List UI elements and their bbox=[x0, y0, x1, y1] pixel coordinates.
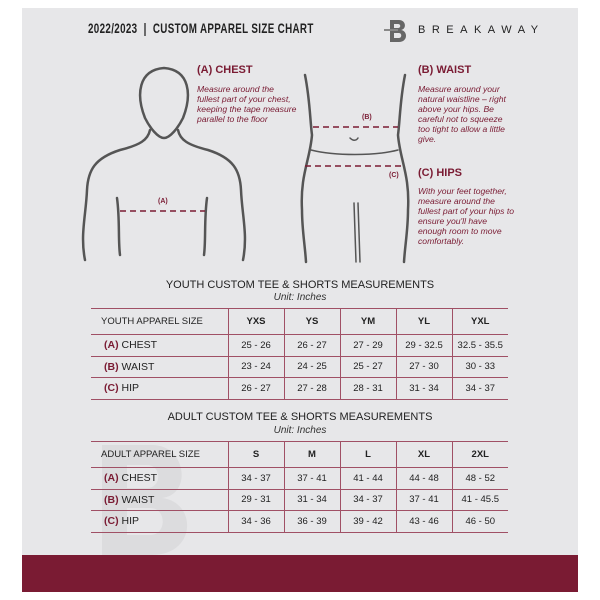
hips-marker: (C) bbox=[389, 172, 399, 179]
cell: 26 - 27 bbox=[284, 335, 340, 357]
cell: 46 - 50 bbox=[452, 511, 508, 533]
row-label: (A) CHEST bbox=[91, 335, 228, 357]
chest-heading: (A) CHEST bbox=[197, 64, 253, 76]
hips-description: With your feet together, measure around the fullest part of your hips to ensure you'll have enough room to move comfortably. bbox=[418, 186, 515, 246]
cell: 27 - 29 bbox=[340, 335, 396, 357]
table-row bbox=[91, 335, 508, 357]
size-header: 2XL bbox=[452, 442, 508, 468]
size-header: YM bbox=[340, 309, 396, 335]
waist-description: Measure around your natural waistline – right above your hips. Be careful not to squeeze too tight to allow a little give. bbox=[418, 84, 506, 144]
page-title: 2022/2023 | CUSTOM APPAREL SIZE CHART bbox=[88, 20, 314, 36]
table-row bbox=[91, 378, 508, 400]
youth-table-title: YOUTH CUSTOM TEE & SHORTS MEASUREMENTS bbox=[165, 279, 435, 291]
lower-body-figure bbox=[302, 75, 409, 262]
chest-description: Measure around the fullest part of your chest, keeping the tape measure parallel to the floor bbox=[197, 84, 297, 124]
cell: 43 - 46 bbox=[396, 511, 452, 533]
waist-marker: (B) bbox=[362, 114, 372, 121]
adult-table-unit: Unit: Inches bbox=[273, 425, 327, 436]
header-cell: YOUTH APPAREL SIZE bbox=[91, 309, 228, 335]
row-label: (C) HIP bbox=[91, 511, 228, 533]
cell: 37 - 41 bbox=[396, 489, 452, 511]
cell: 26 - 27 bbox=[228, 378, 284, 400]
size-header: XL bbox=[396, 442, 452, 468]
cell: 29 - 32.5 bbox=[396, 335, 452, 357]
cell: 34 - 37 bbox=[340, 489, 396, 511]
size-header: S bbox=[228, 442, 284, 468]
cell: 25 - 27 bbox=[340, 356, 396, 378]
size-header: L bbox=[340, 442, 396, 468]
size-header: YS bbox=[284, 309, 340, 335]
cell: 32.5 - 35.5 bbox=[452, 335, 508, 357]
cell: 34 - 37 bbox=[452, 378, 508, 400]
cell: 39 - 42 bbox=[340, 511, 396, 533]
cell: 34 - 36 bbox=[228, 511, 284, 533]
cell: 28 - 31 bbox=[340, 378, 396, 400]
cell: 30 - 33 bbox=[452, 356, 508, 378]
cell: 48 - 52 bbox=[452, 468, 508, 490]
waist-heading: (B) WAIST bbox=[418, 64, 472, 76]
cell: 36 - 39 bbox=[284, 511, 340, 533]
row-label: (A) CHEST bbox=[91, 468, 228, 490]
table-row bbox=[91, 468, 508, 490]
adult-size-table bbox=[91, 441, 508, 533]
youth-size-table bbox=[91, 308, 508, 400]
cell: 27 - 28 bbox=[284, 378, 340, 400]
footer-band bbox=[22, 555, 578, 592]
table-row bbox=[91, 489, 508, 511]
cell: 24 - 25 bbox=[284, 356, 340, 378]
size-header: YXL bbox=[452, 309, 508, 335]
table-header-row bbox=[91, 442, 508, 468]
adult-table-title: ADULT CUSTOM TEE & SHORTS MEASUREMENTS bbox=[167, 411, 433, 423]
cell: 31 - 34 bbox=[284, 489, 340, 511]
youth-table-unit: Unit: Inches bbox=[273, 292, 327, 303]
size-header: YXS bbox=[228, 309, 284, 335]
brand-name: BREAKAWAY bbox=[418, 24, 545, 36]
cell: 23 - 24 bbox=[228, 356, 284, 378]
cell: 37 - 41 bbox=[284, 468, 340, 490]
row-label: (C) HIP bbox=[91, 378, 228, 400]
cell: 44 - 48 bbox=[396, 468, 452, 490]
chest-marker: (A) bbox=[158, 198, 168, 205]
cell: 27 - 30 bbox=[396, 356, 452, 378]
cell: 25 - 26 bbox=[228, 335, 284, 357]
cell: 31 - 34 bbox=[396, 378, 452, 400]
row-label: (B) WAIST bbox=[91, 489, 228, 511]
table-header-row bbox=[91, 309, 508, 335]
cell: 29 - 31 bbox=[228, 489, 284, 511]
table-row bbox=[91, 511, 508, 533]
cell: 34 - 37 bbox=[228, 468, 284, 490]
size-header: M bbox=[284, 442, 340, 468]
table-row bbox=[91, 356, 508, 378]
header-cell: ADULT APPAREL SIZE bbox=[91, 442, 228, 468]
size-header: YL bbox=[396, 309, 452, 335]
cell: 41 - 44 bbox=[340, 468, 396, 490]
cell: 41 - 45.5 bbox=[452, 489, 508, 511]
hips-heading: (C) HIPS bbox=[418, 167, 462, 179]
row-label: (B) WAIST bbox=[91, 356, 228, 378]
